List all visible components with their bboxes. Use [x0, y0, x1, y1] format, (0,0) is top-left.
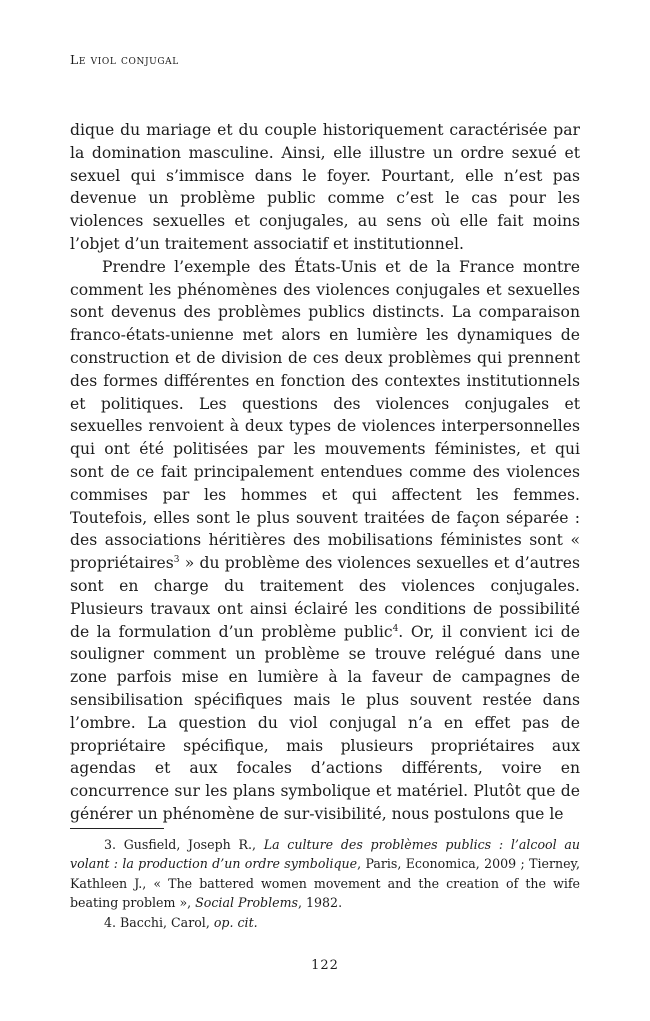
footnote-ref-4: 4	[392, 623, 399, 634]
paragraph-2-part-a: Prendre l’exemple des États-Unis et de la France montre comment les phénomènes des violences conjugales et sexuelles sont devenus des problèmes publics distincts. La comparaison franco-états-unienne met alors en lumière les dynamiques de construction et de division de ces deux problèmes qui prennent des formes différentes en fonction des contextes institutionnels et politiques. Les questions des violences conjugales et sexuelles renvoient à deux types de violences interpersonnelles qui ont été politisées par les mouvements féministes, et qui sont de ce fait principalement entendues comme des violences commises par les hommes et qui affectent les femmes. Toutefois, elles sont le plus souvent traitées de façon séparée : des associations héritières des mobilisations féministes sont « propriétaires	[70, 257, 580, 573]
paragraph-2-part-b: » du problème des violences sexuelles et d’autres sont en charge du traitement des violences conjugales. Plusieurs travaux ont ainsi éclairé les conditions de possibilité de la formulation d’un problème public	[70, 554, 580, 641]
footnote-ref-3: 3	[173, 555, 180, 566]
paragraph-2	[70, 256, 580, 826]
body-text	[70, 119, 580, 826]
footnote-4	[70, 913, 580, 932]
page-number: 122	[311, 958, 339, 973]
footnote-4-author: Bacchi, Carol,	[116, 914, 214, 930]
footnote-3	[70, 835, 580, 913]
paragraph-2-part-c: . Or, il convient ici de souligner comment un problème se trouve relégué dans une zone parfois mise en lumière à la faveur de campagnes de sensibilisation spécifiques mais le plus souvent restée dans l’ombre. La question du viol conjugal n’a en effet pas de propriétaire spécifique, mais plusieurs propriétaires aux agendas et aux focales d’actions différents, voire en concurrence sur les plans symbolique et matériel. Plutôt que de générer un phénomène de sur-visibilité, nous postulons que le	[70, 622, 580, 823]
footnote-3-year: , 1982.	[298, 895, 343, 911]
footnote-3-title: La culture des problèmes publics : l’alcool au volant : la production d’un ordre symbolique	[70, 837, 580, 872]
footnote-4-reference: op. cit.	[213, 914, 258, 930]
footnotes	[70, 835, 580, 932]
footnote-3-journal: Social Problems	[195, 895, 299, 911]
footnote-3-number: 3.	[104, 837, 117, 852]
footnote-3-author: Gusfield, Joseph R.,	[116, 837, 264, 852]
running-head: Le viol conjugal	[70, 52, 179, 67]
footnote-3-details: , Paris, Economica, 2009 ; Tierney, Kathleen J., « The battered women movement and the creation of the wife beating problem »,	[70, 856, 580, 911]
footnote-4-number: 4.	[104, 914, 117, 930]
paragraph-1: dique du mariage et du couple historiquement caractérisée par la domination masculine. Ainsi, elle illustre un ordre sexué et sexuel qui s’immisce dans le foyer. Pourtant, elle n’est pas devenue un problème public comme c’est le cas pour les violences sexuelles et conjugales, au sens où elle fait moins l’objet d’un traitement associatif et institutionnel.	[70, 121, 580, 253]
footnote-separator	[70, 828, 164, 829]
